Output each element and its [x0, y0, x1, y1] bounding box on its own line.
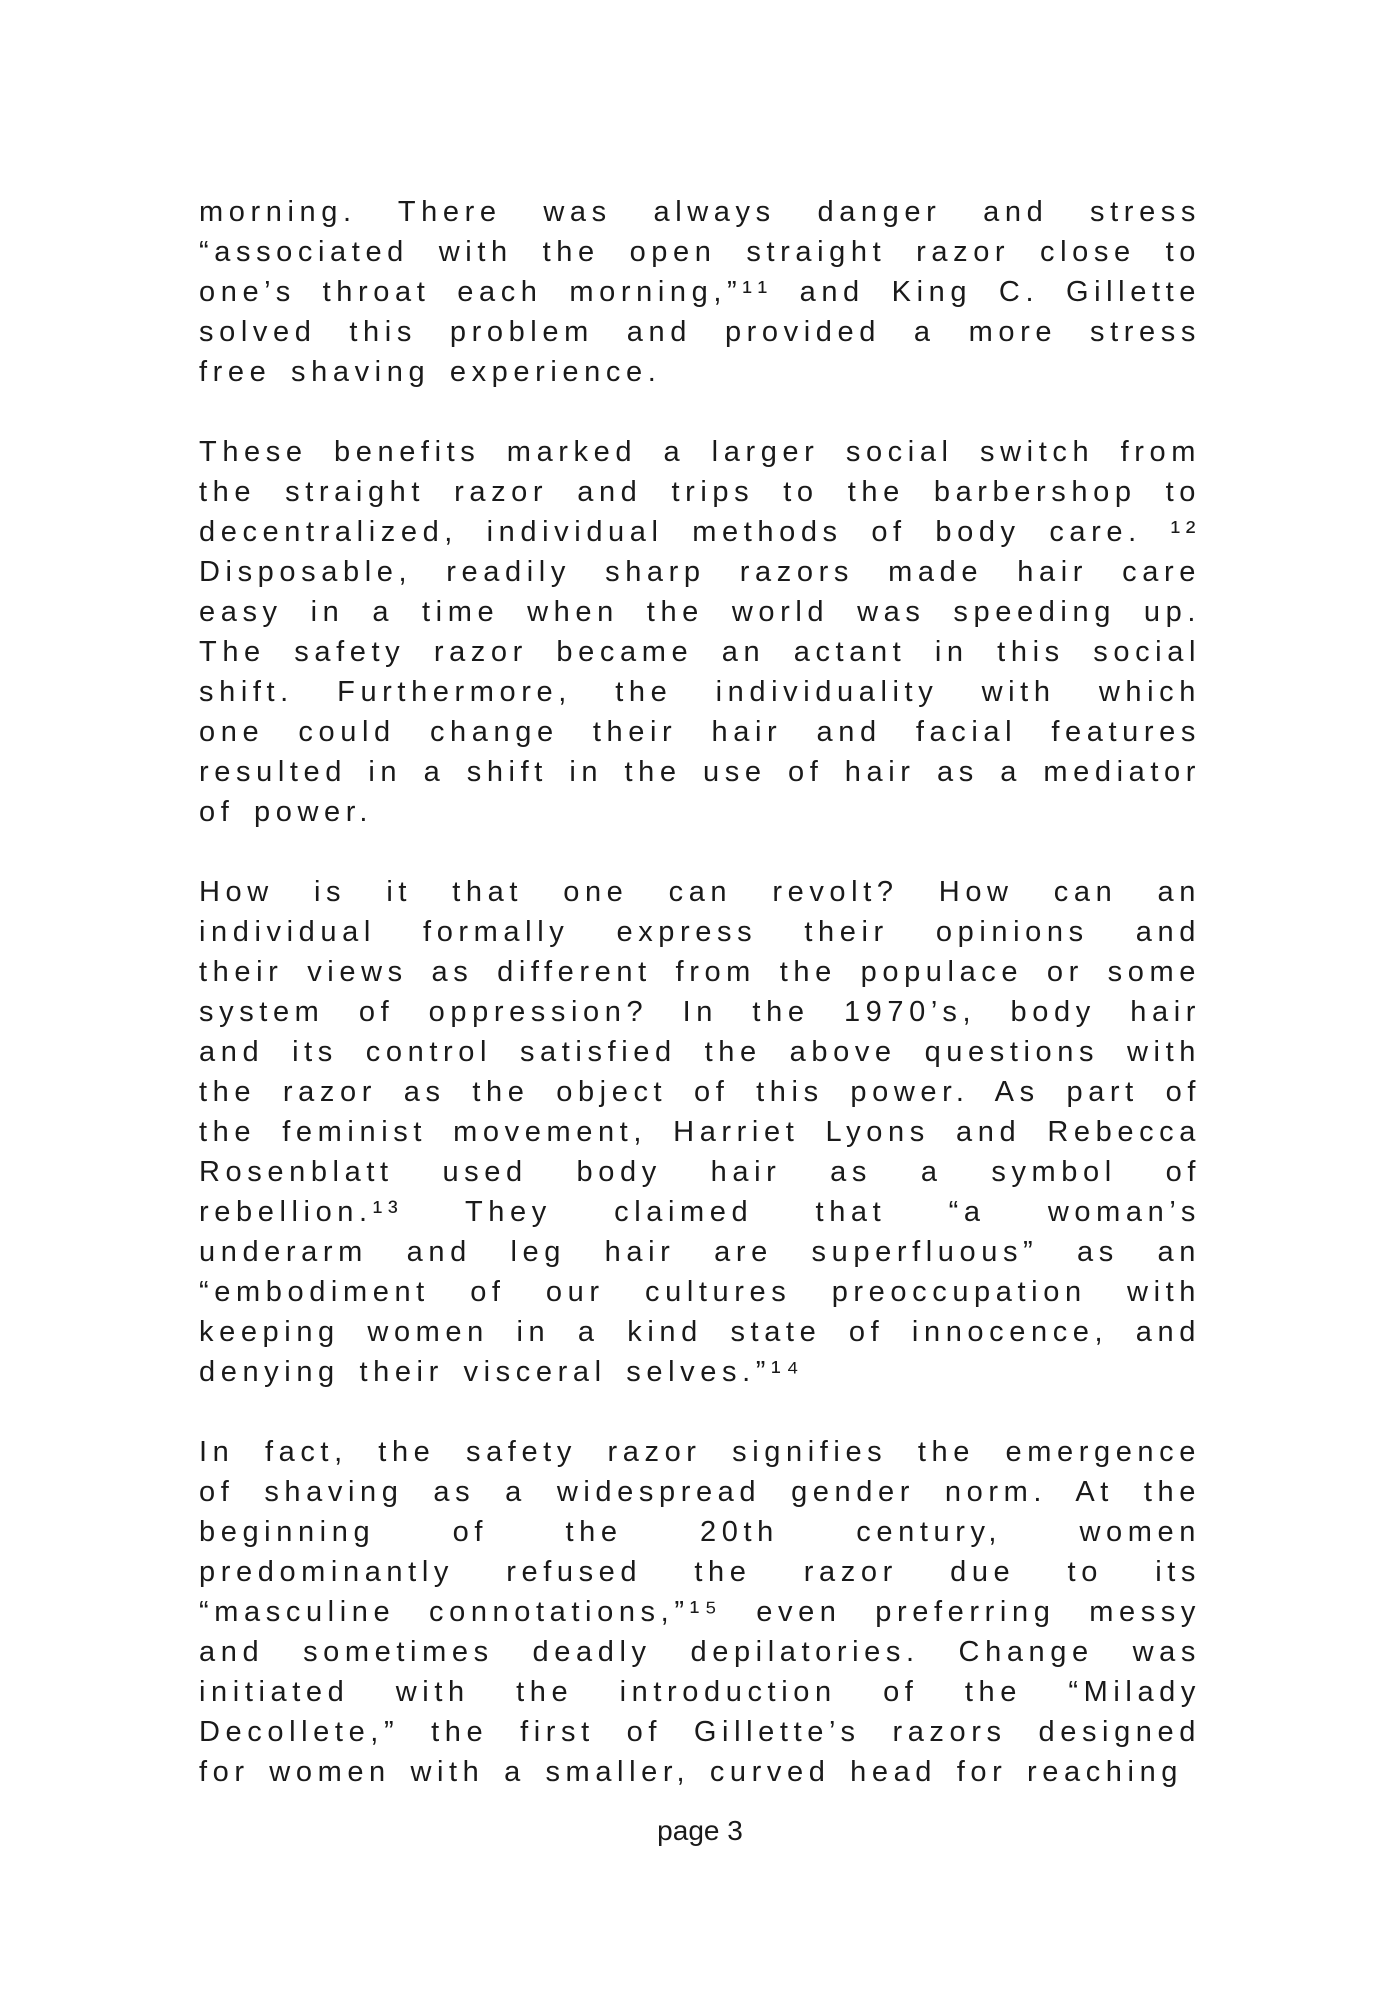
text-line: “associated with the open straight razor close to	[199, 236, 1201, 268]
paragraph	[199, 872, 1201, 1392]
text-line: denying their visceral selves.”¹⁴	[199, 1356, 805, 1388]
text-line: rebellion.¹³ They claimed that “a woman’s	[199, 1196, 1201, 1228]
text-line: for women with a smaller, curved head for reaching	[199, 1756, 1184, 1788]
text-line: easy in a time when the world was speeding up.	[199, 596, 1201, 628]
text-line: initiated with the introduction of the “Milady	[199, 1676, 1201, 1708]
text-line: How is it that one can revolt? How can an	[199, 876, 1201, 908]
text-line: and sometimes deadly depilatories. Change was	[199, 1636, 1201, 1668]
page-number: page 3	[657, 1815, 743, 1846]
text-line: one’s throat each morning,”¹¹ and King C. Gillette	[199, 276, 1201, 308]
text-line: of shaving as a widespread gender norm. At the	[199, 1476, 1201, 1508]
text-line: and its control satisfied the above questions with	[199, 1036, 1201, 1068]
text-line: These benefits marked a larger social switch from	[199, 436, 1201, 468]
body-text	[199, 192, 1201, 1832]
text-line: of power.	[199, 796, 374, 828]
text-line: free shaving experience.	[199, 356, 662, 388]
text-line: solved this problem and provided a more stress	[199, 316, 1201, 348]
text-line: Disposable, readily sharp razors made hair care	[199, 556, 1201, 588]
text-line: the straight razor and trips to the barbershop to	[199, 476, 1201, 508]
text-line: Decollete,” the first of Gillette’s razors designed	[199, 1716, 1201, 1748]
text-line: “masculine connotations,”¹⁵ even preferring messy	[199, 1596, 1201, 1628]
text-line: Rosenblatt used body hair as a symbol of	[199, 1156, 1201, 1188]
text-line: underarm and leg hair are superfluous” as an	[199, 1236, 1201, 1268]
paragraph	[199, 192, 1201, 392]
text-line: beginning of the 20th century, women	[199, 1516, 1201, 1548]
text-line: keeping women in a kind state of innocence, and	[199, 1316, 1201, 1348]
text-line: the feminist movement, Harriet Lyons and Rebecca	[199, 1116, 1201, 1148]
text-line: decentralized, individual methods of body care. ¹²	[199, 516, 1201, 548]
text-line: individual formally express their opinions and	[199, 916, 1201, 948]
text-line: resulted in a shift in the use of hair as a mediator	[199, 756, 1201, 788]
text-line: In fact, the safety razor signifies the emergence	[199, 1436, 1201, 1468]
paragraph	[199, 1432, 1201, 1792]
paragraph	[199, 432, 1201, 832]
text-line: system of oppression? In the 1970’s, body hair	[199, 996, 1201, 1028]
text-line: “embodiment of our cultures preoccupation with	[199, 1276, 1201, 1308]
text-line: shift. Furthermore, the individuality with which	[199, 676, 1201, 708]
text-line: The safety razor became an actant in this social	[199, 636, 1201, 668]
text-line: predominantly refused the razor due to its	[199, 1556, 1201, 1588]
text-line: the razor as the object of this power. As part of	[199, 1076, 1201, 1108]
text-line: morning. There was always danger and stress	[199, 196, 1201, 228]
text-line: their views as different from the populace or some	[199, 956, 1201, 988]
text-line: one could change their hair and facial features	[199, 716, 1201, 748]
